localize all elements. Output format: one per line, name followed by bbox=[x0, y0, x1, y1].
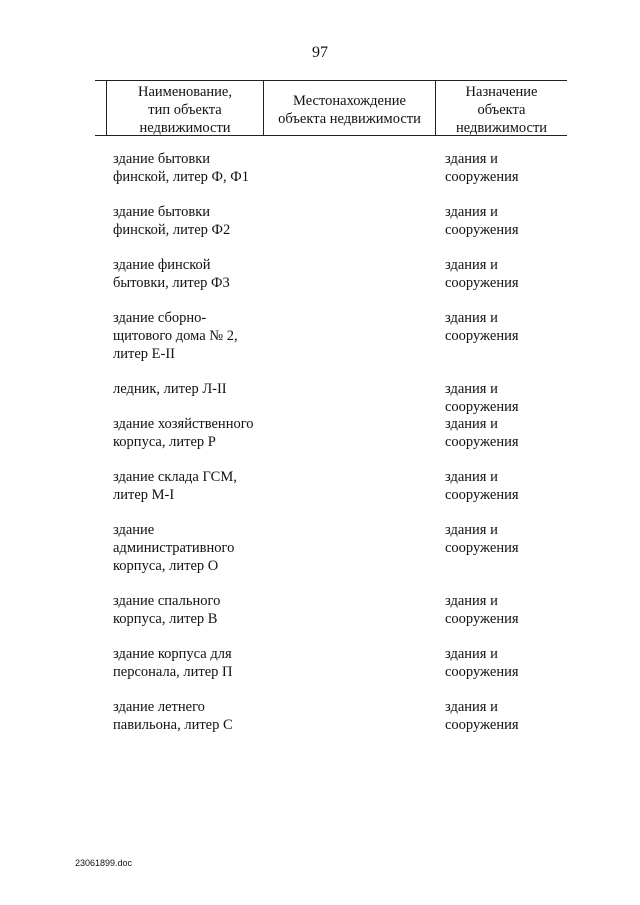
property-purpose-line: сооружения bbox=[445, 611, 519, 627]
property-name-line: литер М-I bbox=[113, 487, 175, 503]
property-name-line: финской, литер Ф, Ф1 bbox=[113, 169, 249, 185]
property-purpose-line: сооружения bbox=[445, 487, 519, 503]
table-row bbox=[0, 698, 640, 734]
property-purpose bbox=[445, 203, 565, 239]
property-name-line: литер Е-II bbox=[113, 346, 175, 362]
property-purpose bbox=[445, 380, 565, 416]
property-purpose-line: здания и bbox=[445, 646, 498, 662]
property-purpose bbox=[445, 256, 565, 292]
table-row bbox=[0, 521, 640, 575]
property-purpose bbox=[445, 415, 565, 451]
property-purpose bbox=[445, 468, 565, 504]
header-purpose-column bbox=[436, 83, 567, 137]
property-name-line: корпуса, литер Р bbox=[113, 434, 216, 450]
property-name-line: ледник, литер Л-II bbox=[113, 381, 227, 397]
property-name-line: административного bbox=[113, 540, 235, 556]
page-number: 97 bbox=[312, 44, 328, 61]
table-row bbox=[0, 309, 640, 363]
table-row bbox=[0, 256, 640, 292]
property-name bbox=[113, 380, 303, 398]
property-purpose-line: сооружения bbox=[445, 275, 519, 291]
property-purpose-line: сооружения bbox=[445, 540, 519, 556]
property-name bbox=[113, 256, 303, 292]
property-purpose-line: сооружения bbox=[445, 434, 519, 450]
property-name bbox=[113, 698, 303, 734]
header-name-column bbox=[107, 83, 263, 137]
property-purpose bbox=[445, 592, 565, 628]
property-name-line: здание склада ГСМ, bbox=[113, 469, 237, 485]
property-purpose-line: здания и bbox=[445, 151, 498, 167]
header-name-line: Наименование, bbox=[138, 84, 232, 100]
property-name-line: здание корпуса для bbox=[113, 646, 232, 662]
property-purpose bbox=[445, 521, 565, 557]
property-purpose-line: сооружения bbox=[445, 664, 519, 680]
property-name-line: финской, литер Ф2 bbox=[113, 222, 231, 238]
property-purpose-line: сооружения bbox=[445, 717, 519, 733]
property-name-line: павильона, литер С bbox=[113, 717, 233, 733]
property-purpose-line: здания и bbox=[445, 593, 498, 609]
property-purpose-line: здания и bbox=[445, 416, 498, 432]
property-name-line: здание финской bbox=[113, 257, 211, 273]
header-location-column bbox=[264, 92, 435, 128]
table-row bbox=[0, 415, 640, 451]
property-name-line: здание хозяйственного bbox=[113, 416, 254, 432]
header-location-line: Местонахождение bbox=[293, 93, 406, 109]
property-name bbox=[113, 203, 303, 239]
table-row bbox=[0, 468, 640, 504]
table-row bbox=[0, 380, 640, 415]
table-header bbox=[95, 80, 567, 136]
property-name bbox=[113, 592, 303, 628]
property-purpose bbox=[445, 645, 565, 681]
property-name-line: корпуса, литер В bbox=[113, 611, 218, 627]
property-list bbox=[0, 150, 640, 751]
header-purpose-line: Назначение bbox=[465, 84, 538, 100]
property-purpose bbox=[445, 698, 565, 734]
header-location-line: объекта недвижимости bbox=[278, 111, 421, 127]
table-row bbox=[0, 592, 640, 628]
property-purpose-line: здания и bbox=[445, 699, 498, 715]
header-purpose-line: объекта bbox=[477, 102, 526, 118]
header-purpose-line: недвижимости bbox=[455, 120, 548, 136]
property-purpose-line: здания и bbox=[445, 204, 498, 220]
property-purpose-line: здания и bbox=[445, 522, 498, 538]
property-purpose-line: сооружения bbox=[445, 399, 519, 415]
property-name bbox=[113, 645, 303, 681]
property-name bbox=[113, 521, 303, 575]
table-row bbox=[0, 150, 640, 186]
property-name-line: корпуса, литер О bbox=[113, 558, 219, 574]
property-name bbox=[113, 468, 303, 504]
property-name-line: здание бытовки bbox=[113, 151, 211, 167]
property-name bbox=[113, 150, 303, 186]
property-name bbox=[113, 309, 303, 363]
property-purpose-line: сооружения bbox=[445, 169, 519, 185]
property-purpose-line: здания и bbox=[445, 381, 498, 397]
property-name-line: бытовки, литер Ф3 bbox=[113, 275, 230, 291]
property-name-line: щитового дома № 2, bbox=[113, 328, 238, 344]
property-name-line: здание bbox=[113, 522, 155, 538]
property-purpose-line: сооружения bbox=[445, 222, 519, 238]
property-name-line: здание сборно- bbox=[113, 310, 207, 326]
property-purpose bbox=[445, 150, 565, 186]
property-purpose-line: здания и bbox=[445, 257, 498, 273]
table-row bbox=[0, 203, 640, 239]
property-name-line: здание спального bbox=[113, 593, 221, 609]
property-name bbox=[113, 415, 303, 451]
property-purpose-line: здания и bbox=[445, 310, 498, 326]
document-filename: 23061899.doc bbox=[75, 858, 133, 868]
header-name-line: недвижимости bbox=[139, 120, 231, 136]
property-purpose bbox=[445, 309, 565, 345]
property-purpose-line: сооружения bbox=[445, 328, 519, 344]
table-row bbox=[0, 645, 640, 681]
property-purpose-line: здания и bbox=[445, 469, 498, 485]
property-name-line: здание бытовки bbox=[113, 204, 211, 220]
header-name-line: тип объекта bbox=[148, 102, 222, 118]
property-name-line: персонала, литер П bbox=[113, 664, 233, 680]
property-name-line: здание летнего bbox=[113, 699, 205, 715]
